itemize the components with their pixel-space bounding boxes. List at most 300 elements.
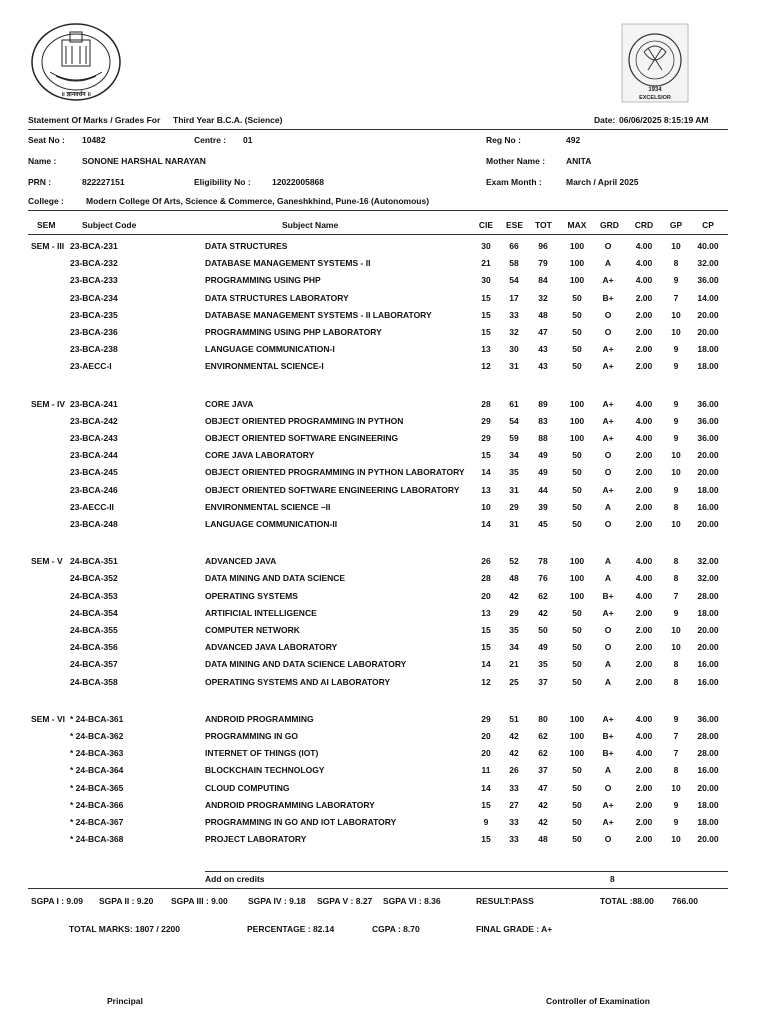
cell-tot: 80 — [538, 713, 548, 724]
cell-cie: 14 — [481, 659, 491, 670]
cell-gp: 9 — [673, 344, 679, 355]
cell-cp: 20.00 — [697, 327, 719, 337]
cell-max: 50 — [572, 625, 582, 635]
cell-code: 23-BCA-231 — [70, 241, 118, 251]
sgpa-6: SGPA VI : 8.36 — [383, 896, 441, 906]
date-label: Date: — [594, 115, 616, 125]
eligibility-label: Eligibility No : — [194, 177, 251, 187]
cell-code: * 24-BCA-367 — [70, 817, 124, 827]
cell-gp: 9 — [673, 433, 679, 443]
cell-name: ARTIFICIAL INTELLIGENCE — [205, 607, 317, 618]
cell-crd: 4.00 — [635, 731, 653, 741]
cell-cp: 16.00 — [697, 659, 719, 670]
cell-cie: 14 — [481, 467, 491, 478]
cell-max: 100 — [569, 415, 585, 426]
svg-text:EXCELSIOR: EXCELSIOR — [639, 95, 671, 101]
cell-ese: 30 — [509, 344, 519, 355]
cell-gp: 10 — [671, 834, 681, 845]
cell-gp: 9 — [673, 817, 679, 827]
cell-gp: 9 — [673, 799, 679, 810]
cell-max: 100 — [569, 573, 585, 584]
cell-gp: 7 — [673, 292, 679, 303]
cell-ese: 27 — [509, 799, 519, 810]
cell-gp: 9 — [673, 607, 679, 618]
cell-cie: 30 — [481, 241, 491, 251]
cell-tot: 42 — [538, 817, 548, 827]
cell-ese: 31 — [509, 519, 519, 529]
cell-gp: 10 — [671, 327, 681, 337]
cell-name: ENVIRONMENTAL SCIENCE –II — [205, 501, 331, 512]
cell-name: CORE JAVA LABORATORY — [205, 450, 315, 461]
cell-cp: 18.00 — [697, 361, 719, 372]
cell-tot: 48 — [538, 834, 548, 845]
cell-crd: 2.00 — [635, 607, 653, 618]
percentage: PERCENTAGE : 82.14 — [247, 924, 335, 934]
cell-name: OBJECT ORIENTED PROGRAMMING IN PYTHON LABORATORY — [205, 467, 465, 478]
cell-grd: A — [604, 501, 612, 512]
principal-signature-label: Principal — [107, 996, 143, 1006]
cell-cp: 18.00 — [697, 799, 719, 810]
cell-name: PROGRAMMING USING PHP LABORATORY — [205, 327, 382, 337]
table-row — [0, 834, 768, 846]
cell-cp: 36.00 — [697, 713, 719, 724]
cell-code: 24-BCA-357 — [70, 659, 118, 670]
cell-gp: 9 — [673, 398, 679, 409]
cell-ese: 21 — [509, 659, 519, 670]
table-row — [0, 642, 768, 654]
cell-crd: 2.00 — [635, 484, 653, 495]
cell-crd: 2.00 — [635, 817, 653, 827]
cell-cp: 16.00 — [697, 501, 719, 512]
cell-code: 23-BCA-248 — [70, 519, 118, 529]
cell-code: 24-BCA-354 — [70, 607, 118, 618]
col-max: MAX — [567, 220, 587, 230]
col-tot: TOT — [535, 220, 552, 230]
cell-ese: 58 — [509, 258, 519, 269]
table-row — [0, 556, 768, 568]
table-row — [0, 293, 768, 305]
cell-code: 24-BCA-358 — [70, 676, 118, 687]
cell-cp: 32.00 — [697, 573, 719, 584]
reg-no: 492 — [566, 135, 581, 145]
cell-crd: 4.00 — [635, 573, 653, 584]
cell-crd: 2.00 — [635, 659, 653, 670]
centre-label: Centre : — [194, 135, 227, 145]
cell-tot: 76 — [538, 573, 548, 584]
col-ese: ESE — [506, 220, 524, 230]
cell-cie: 20 — [481, 590, 491, 601]
cell-cie: 28 — [481, 398, 491, 409]
prn-label: PRN : — [28, 177, 52, 187]
cell-grd: A — [604, 765, 612, 776]
cell-gp: 9 — [673, 275, 679, 286]
reg-no-label: Reg No : — [486, 135, 521, 145]
cell-tot: 88 — [538, 433, 548, 443]
cell-crd: 2.00 — [635, 309, 653, 320]
cell-cp: 16.00 — [697, 676, 719, 687]
cell-max: 50 — [572, 765, 582, 776]
cell-max: 100 — [569, 590, 585, 601]
table-row — [0, 361, 768, 373]
statement-label: Statement Of Marks / Grades For — [28, 115, 161, 125]
cell-cp: 18.00 — [697, 607, 719, 618]
table-row — [0, 625, 768, 637]
cell-ese: 25 — [509, 676, 519, 687]
cell-code: 24-BCA-353 — [70, 590, 118, 601]
cell-cp: 40.00 — [697, 241, 719, 251]
cell-max: 100 — [569, 241, 585, 251]
cell-code: 24-BCA-352 — [70, 573, 118, 584]
cell-code: 23-BCA-245 — [70, 467, 118, 478]
seat-no-label: Seat No : — [28, 135, 65, 145]
cell-max: 50 — [572, 361, 582, 372]
cell-ese: 32 — [509, 327, 519, 337]
col-gp: GP — [669, 220, 683, 230]
divider — [28, 888, 728, 889]
cell-cp: 20.00 — [697, 519, 719, 529]
exam-month-label: Exam Month : — [486, 177, 542, 187]
cell-cp: 20.00 — [697, 834, 719, 845]
cell-cp: 20.00 — [697, 450, 719, 461]
cell-tot: 39 — [538, 501, 548, 512]
cell-tot: 62 — [538, 748, 548, 759]
cell-cie: 13 — [481, 344, 491, 355]
cell-tot: 47 — [538, 327, 548, 337]
cell-cp: 36.00 — [697, 275, 719, 286]
cell-gp: 10 — [671, 309, 681, 320]
cell-name: DATABASE MANAGEMENT SYSTEMS - II LABORATORY — [205, 309, 432, 320]
cell-ese: 66 — [509, 241, 519, 251]
cell-cie: 10 — [481, 501, 491, 512]
cell-crd: 4.00 — [635, 241, 653, 251]
cell-cp: 20.00 — [697, 782, 719, 793]
cell-code: 23-BCA-243 — [70, 433, 118, 443]
cell-cie: 14 — [481, 782, 491, 793]
cell-ese: 61 — [509, 398, 519, 409]
cell-tot: 62 — [538, 590, 548, 601]
table-row — [0, 817, 768, 829]
cell-cie: 13 — [481, 484, 491, 495]
cell-name: PROGRAMMING IN GO — [205, 731, 299, 741]
cell-cie: 15 — [481, 327, 491, 337]
table-row — [0, 327, 768, 339]
seat-no: 10482 — [82, 135, 106, 145]
cell-code: 23-BCA-235 — [70, 309, 118, 320]
exam-month: March / April 2025 — [566, 177, 639, 187]
cell-cie: 15 — [481, 834, 491, 845]
cell-gp: 10 — [671, 467, 681, 478]
cell-ese: 51 — [509, 713, 519, 724]
mother-name: ANITA — [566, 156, 592, 166]
cell-name: OPERATING SYSTEMS AND AI LABORATORY — [205, 676, 391, 687]
total-marks: TOTAL MARKS: 1807 / 2200 — [69, 924, 181, 934]
cell-max: 50 — [572, 659, 582, 670]
cell-max: 50 — [572, 782, 582, 793]
divider — [205, 871, 728, 872]
cell-crd: 2.00 — [635, 765, 653, 776]
cell-gp: 8 — [673, 765, 679, 776]
cell-crd: 2.00 — [635, 501, 653, 512]
cell-tot: 62 — [538, 731, 548, 741]
cell-code: * 24-BCA-364 — [70, 765, 124, 776]
cell-name: BLOCKCHAIN TECHNOLOGY — [205, 765, 325, 776]
cell-name: OBJECT ORIENTED PROGRAMMING IN PYTHON — [205, 415, 404, 426]
table-row — [0, 783, 768, 795]
cell-ese: 17 — [509, 292, 519, 303]
cell-max: 50 — [572, 676, 582, 687]
cell-name: INTERNET OF THINGS (IOT) — [205, 748, 319, 759]
cell-max: 50 — [572, 607, 582, 618]
cell-ese: 52 — [509, 556, 519, 567]
cell-gp: 7 — [673, 748, 679, 759]
cell-gp: 10 — [671, 782, 681, 793]
cell-cp: 28.00 — [697, 731, 719, 741]
cell-grd: A — [604, 258, 612, 269]
cell-gp: 10 — [671, 241, 681, 251]
cell-gp: 10 — [671, 450, 681, 461]
cell-sem: SEM - IV — [31, 398, 66, 409]
sgpa-5: SGPA V : 8.27 — [317, 896, 373, 906]
cell-gp: 9 — [673, 484, 679, 495]
cell-grd: B+ — [602, 292, 614, 303]
cell-gp: 8 — [673, 501, 679, 512]
cell-gp: 10 — [671, 625, 681, 635]
cell-name: ANDROID PROGRAMMING — [205, 713, 314, 724]
cell-crd: 4.00 — [635, 398, 653, 409]
cell-ese: 54 — [509, 275, 519, 286]
college-name: Modern College Of Arts, Science & Commerce, Ganeshkhind, Pune-16 (Autonomous) — [86, 196, 430, 206]
cell-grd: A+ — [602, 433, 614, 443]
table-row — [0, 344, 768, 356]
sgpa-1: SGPA I : 9.09 — [31, 896, 83, 906]
table-row — [0, 433, 768, 445]
cell-max: 50 — [572, 817, 582, 827]
cell-code: 24-BCA-355 — [70, 625, 118, 635]
cell-max: 50 — [572, 467, 582, 478]
col-cie: CIE — [478, 220, 494, 230]
table-row — [0, 310, 768, 322]
cell-tot: 47 — [538, 782, 548, 793]
svg-text:॥ ज्ञानवर्धन ॥: ॥ ज्ञानवर्धन ॥ — [61, 92, 91, 98]
col-grd: GRD — [600, 220, 619, 230]
controller-signature-label: Controller of Examination — [546, 996, 650, 1006]
cell-name: LANGUAGE COMMUNICATION-II — [205, 519, 338, 529]
name-label: Name : — [28, 156, 57, 166]
cell-cie: 29 — [481, 713, 491, 724]
cell-max: 50 — [572, 327, 582, 337]
cell-crd: 2.00 — [635, 344, 653, 355]
cell-grd: A+ — [602, 817, 614, 827]
cell-ese: 42 — [509, 748, 519, 759]
cell-crd: 4.00 — [635, 275, 653, 286]
cell-ese: 33 — [509, 834, 519, 845]
cell-code: 23-BCA-233 — [70, 275, 118, 286]
cell-gp: 9 — [673, 361, 679, 372]
cell-cp: 16.00 — [697, 765, 719, 776]
col-cp: CP — [702, 220, 714, 230]
student-name: SONONE HARSHAL NARAYAN — [82, 156, 206, 166]
svg-text:1934: 1934 — [648, 87, 662, 93]
cell-cie: 21 — [481, 258, 491, 269]
cell-tot: 89 — [538, 398, 548, 409]
cell-grd: A+ — [602, 484, 614, 495]
cell-cp: 18.00 — [697, 484, 719, 495]
cell-crd: 2.00 — [635, 625, 653, 635]
cell-crd: 4.00 — [635, 590, 653, 601]
date-value: 06/06/2025 8:15:19 AM — [619, 115, 709, 125]
cell-tot: 45 — [538, 519, 548, 529]
cell-cie: 29 — [481, 433, 491, 443]
cell-tot: 50 — [538, 625, 548, 635]
cell-cie: 28 — [481, 573, 491, 584]
cell-crd: 4.00 — [635, 748, 653, 759]
cell-max: 50 — [572, 519, 582, 529]
cell-max: 50 — [572, 309, 582, 320]
cell-gp: 9 — [673, 415, 679, 426]
table-row — [0, 467, 768, 479]
cell-max: 100 — [569, 398, 585, 409]
cell-gp: 8 — [673, 258, 679, 269]
cell-gp: 8 — [673, 676, 679, 687]
cell-code: 23-AECC-II — [70, 501, 114, 512]
cell-ese: 42 — [509, 590, 519, 601]
cell-cie: 15 — [481, 799, 491, 810]
cell-crd: 4.00 — [635, 556, 653, 567]
cell-cie: 15 — [481, 309, 491, 320]
cell-cie: 12 — [481, 676, 491, 687]
table-row — [0, 714, 768, 726]
cell-ese: 34 — [509, 450, 519, 461]
cell-tot: 42 — [538, 607, 548, 618]
cell-cp: 20.00 — [697, 625, 719, 635]
table-row — [0, 241, 768, 253]
cell-grd: O — [604, 782, 612, 793]
cell-code: 23-BCA-234 — [70, 292, 118, 303]
cell-code: 23-BCA-236 — [70, 327, 118, 337]
cell-name: DATA STRUCTURES LABORATORY — [205, 292, 349, 303]
cell-cp: 14.00 — [697, 292, 719, 303]
cell-tot: 78 — [538, 556, 548, 567]
table-row — [0, 416, 768, 428]
cell-tot: 37 — [538, 676, 548, 687]
cell-max: 50 — [572, 344, 582, 355]
cell-max: 100 — [569, 258, 585, 269]
cell-cie: 20 — [481, 748, 491, 759]
cell-max: 50 — [572, 450, 582, 461]
cell-code: * 24-BCA-365 — [70, 782, 124, 793]
total-credit-points: 766.00 — [672, 896, 698, 906]
cell-sem: SEM - VI — [31, 713, 66, 724]
divider — [28, 210, 728, 211]
col-crd: CRD — [634, 220, 654, 230]
cell-ese: 54 — [509, 415, 519, 426]
cell-code: 24-BCA-351 — [70, 556, 118, 567]
cell-ese: 34 — [509, 642, 519, 653]
cell-name: OPERATING SYSTEMS — [205, 590, 298, 601]
cell-ese: 33 — [509, 782, 519, 793]
cell-name: OBJECT ORIENTED SOFTWARE ENGINEERING LABORATORY — [205, 484, 460, 495]
cell-cie: 15 — [481, 292, 491, 303]
add-on-credits-value: 8 — [610, 874, 615, 884]
cell-gp: 9 — [673, 713, 679, 724]
cell-name: COMPUTER NETWORK — [205, 625, 300, 635]
cell-cp: 18.00 — [697, 344, 719, 355]
cell-cp: 20.00 — [697, 309, 719, 320]
cgpa: CGPA : 8.70 — [372, 924, 420, 934]
cell-cp: 20.00 — [697, 642, 719, 653]
cell-cp: 20.00 — [697, 467, 719, 478]
cell-grd: A+ — [602, 415, 614, 426]
cell-sem: SEM - V — [31, 556, 63, 567]
cell-ese: 33 — [509, 817, 519, 827]
cell-code: * 24-BCA-362 — [70, 731, 124, 741]
cell-code: * 24-BCA-363 — [70, 748, 124, 759]
cell-grd: A — [604, 676, 612, 687]
cell-ese: 35 — [509, 467, 519, 478]
cell-tot: 48 — [538, 309, 548, 320]
cell-cie: 29 — [481, 415, 491, 426]
cell-cp: 18.00 — [697, 817, 719, 827]
table-row — [0, 677, 768, 689]
sgpa-4: SGPA IV : 9.18 — [248, 896, 306, 906]
cell-grd: B+ — [602, 590, 614, 601]
cell-tot: 49 — [538, 467, 548, 478]
cell-crd: 2.00 — [635, 467, 653, 478]
cell-code: 23-BCA-246 — [70, 484, 118, 495]
cell-name: DATA MINING AND DATA SCIENCE — [205, 573, 346, 584]
cell-max: 100 — [569, 713, 585, 724]
cell-ese: 42 — [509, 731, 519, 741]
cell-gp: 7 — [673, 731, 679, 741]
cell-cp: 36.00 — [697, 398, 719, 409]
cell-code: * 24-BCA-361 — [70, 713, 124, 724]
cell-name: CLOUD COMPUTING — [205, 782, 290, 793]
cell-gp: 8 — [673, 556, 679, 567]
table-row — [0, 659, 768, 671]
cell-max: 50 — [572, 292, 582, 303]
cell-grd: A+ — [602, 713, 614, 724]
cell-grd: O — [604, 834, 612, 845]
cell-crd: 4.00 — [635, 258, 653, 269]
cell-tot: 32 — [538, 292, 548, 303]
table-row — [0, 502, 768, 514]
cell-code: 24-BCA-356 — [70, 642, 118, 653]
cell-crd: 2.00 — [635, 519, 653, 529]
cell-cie: 14 — [481, 519, 491, 529]
cell-cp: 28.00 — [697, 748, 719, 759]
cell-grd: A+ — [602, 361, 614, 372]
table-row — [0, 608, 768, 620]
divider — [28, 129, 728, 130]
cell-grd: B+ — [602, 748, 614, 759]
university-emblem — [30, 22, 122, 102]
col-name: Subject Name — [282, 220, 339, 230]
cell-code: * 24-BCA-366 — [70, 799, 124, 810]
cell-code: 23-BCA-238 — [70, 344, 118, 355]
cell-cp: 32.00 — [697, 556, 719, 567]
cell-tot: 79 — [538, 258, 548, 269]
cell-crd: 2.00 — [635, 782, 653, 793]
cell-tot: 49 — [538, 450, 548, 461]
result-status: RESULT:PASS — [476, 896, 534, 906]
program-name: Third Year B.C.A. (Science) — [173, 115, 283, 125]
cell-name: PROJECT LABORATORY — [205, 834, 307, 845]
cell-ese: 35 — [509, 625, 519, 635]
cell-cie: 15 — [481, 625, 491, 635]
cell-gp: 10 — [671, 519, 681, 529]
cell-grd: A+ — [602, 799, 614, 810]
cell-grd: O — [604, 309, 612, 320]
